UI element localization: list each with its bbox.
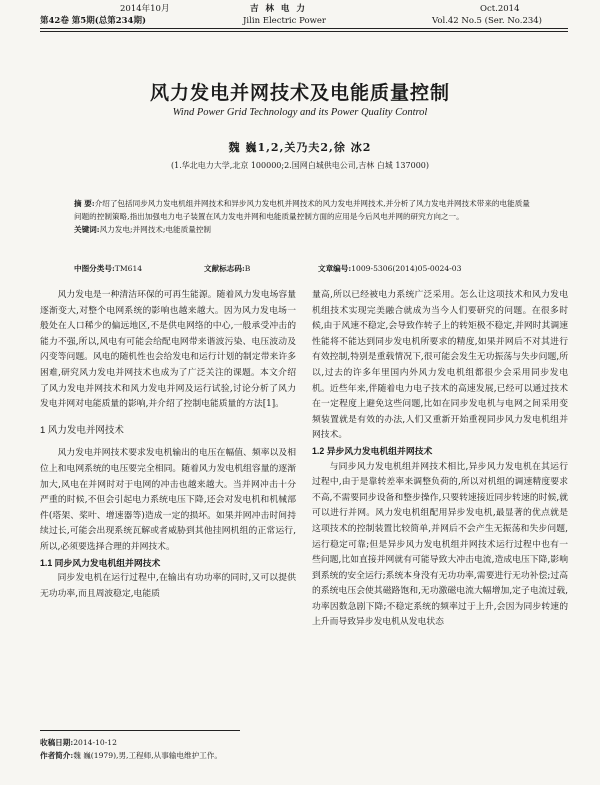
- header-date-cn: 2014年10月: [120, 4, 170, 14]
- bio-label: 作者简介:: [40, 751, 74, 760]
- section-heading-1: 1 风力发电并网技术: [40, 424, 124, 436]
- keywords-label: 关键词:: [74, 225, 100, 234]
- received-date: 2014-10-12: [73, 738, 117, 747]
- article-id-label: 文章编号:: [318, 264, 352, 273]
- header-journal-en: Jilin Electric Power: [243, 16, 326, 26]
- body-paragraph: 同步发电机在运行过程中,在输出有功功率的同时,又可以提供无功功率,而且周波稳定,电能质: [40, 573, 296, 599]
- body-paragraph: 与同步风力发电机组并网技术相比,异步风力发电机在其运行过程中,由于是靠转差率来调整负荷的,所以对机组的调速精度要求不高,不需要同步设备和整步操作,只要转速接近同步转速的时候,就可以进行并网。风力发电机组配用异步发电机,最显著的优点就是这项技术的控制装置比较简单,并网后不会产生无振荡和失步问题,运行稳定可靠;但是异步风力发电机组并网技术运行过程中也有一些问题,比如直接并网就有可能导致大冲击电流,造成电压下降,影响到系统的安全运行;系统本身没有无功功率,需要进行无功补偿;过高的系统电压会使其磁路饱和,无功激磁电流大幅增加,定子电流过载,功率因数急剧下降;不稳定系统的频率过于上升,会因为同步转速的上升而导致异步发电机从发电状态: [312, 461, 568, 628]
- abstract-label: 摘 要:: [74, 199, 95, 208]
- body-paragraph: 风力发电是一种清洁环保的可再生能源。随着风力发电场容量逐渐变大,对整个电网系统的影响也越来越大。因为风力发电场一般处在人口稀少的偏远地区,不是供电网络的中心,一般承受冲击的能力不强,所以,风电有可能会给配电网带来谐波污染、电压波动及闪变等问题。风电的随机性也会给发电和运行计划的制定带来许多困难,研究风力发电并网技术也成为了广泛关注的课题。本文介绍了风力发电并网技术和风力发电并网及运行试验,讨论分析了风力发电并网对电能质量的影响,并介绍了控制电能质量的方法[1]。: [40, 290, 296, 410]
- paper-title: 风力发电并网技术及电能质量控制: [149, 82, 450, 104]
- subsection-heading-1-2: 1.2 异步风力发电机组并网技术: [312, 445, 433, 456]
- author-bio: 魏 巍(1979),男,工程师,从事输电维护工作。: [73, 751, 222, 760]
- header-journal-cn: 吉 林 电 力: [250, 4, 307, 14]
- right-column: [312, 288, 568, 631]
- doc-code-label: 文献标志码:: [204, 264, 245, 273]
- clc-value: TM614: [114, 264, 143, 273]
- header-date-en: Oct.2014: [480, 4, 520, 14]
- header-volume-en: Vol.42 No.5 (Ser. No.234): [432, 16, 542, 26]
- abstract-text: 介绍了包括同步风力发电机组并网技术和异步风力发电机并网技术的风力发电并网技术,并分析了风力发电并网技术带来的电能质量问题的控制策略,指出加强电力电子装置在风力发电并网和电能质量控制方面的应用是今后风电并网的研究方向之一。: [74, 199, 530, 221]
- footnote: [40, 736, 222, 762]
- affiliation: (1.华北电力大学,北京 100000;2.国网白城供电公司,吉林 白城 137000): [171, 161, 429, 170]
- subsection-heading-1-1: 1.1 同步风力发电机组并网技术: [40, 557, 161, 568]
- body-paragraph: 量高,所以已经被电力系统广泛采用。怎么让这项技术和风力发电机组技术实现完美融合就成为当今人们要研究的问题。在很多时候,由于风速不稳定,会导致作转子上的转矩极不稳定,并网时其调速性能将不能达到同步发电机所要求的精度,如果并网后不对其进行有效控制,特别是重载情况下,很可能会发生无功振荡与失步问题,所以,过去的许多年里国内外风力发电机组都很少会采用同步发电机。近些年来,伴随着电力电子技术的高速发展,已经可以通过技术在一定程度上避免这些问题,比如在同步发电机与电网之间采用变频装置就是有效的办法,人们又重新开始重视同步风力发电机组并网技术。: [312, 290, 568, 441]
- clc-label: 中图分类号:: [74, 264, 115, 273]
- received-label: 收稿日期:: [40, 738, 74, 747]
- abstract: [74, 197, 534, 223]
- footnote-rule: [40, 730, 240, 731]
- header-volume-cn: 第42卷 第5期(总第234期): [40, 16, 146, 26]
- doc-code-value: B: [244, 264, 251, 273]
- running-header: [40, 4, 568, 30]
- article-id-value: 1009-5306(2014)05-0024-03: [351, 264, 462, 273]
- left-column: [40, 288, 296, 602]
- abstract-block: [74, 197, 534, 236]
- header-rule-thin: [40, 31, 568, 32]
- paper-authors: 魏 巍1,2,关乃夫2,徐 冰2: [228, 141, 372, 154]
- header-rule: [40, 28, 568, 29]
- body-paragraph: 风力发电并网技术要求发电机输出的电压在幅值、频率以及相位上和电网系统的电压要完全相同。随着风力发电机组容量的逐渐加大,风电在并网时对于电网的冲击也越来越大。当并网冲击十分严重的时候,不但会引起电力系统电压下降,还会对发电机和机械部件(塔架、桨叶、增速器等)造成一定的损坏。如果并网冲击时间持续过长,可能会出现系统瓦解或者威胁到其他挂网机组的正常运行,所以,必须要选择合理的并网技术。: [40, 448, 296, 552]
- keywords-text: 风力发电;并网技术;电能质量控制: [99, 225, 212, 234]
- paper-title-en: Wind Power Grid Technology and its Power Quality Control: [172, 107, 428, 118]
- classification-line: [74, 263, 544, 275]
- keywords: [74, 223, 534, 236]
